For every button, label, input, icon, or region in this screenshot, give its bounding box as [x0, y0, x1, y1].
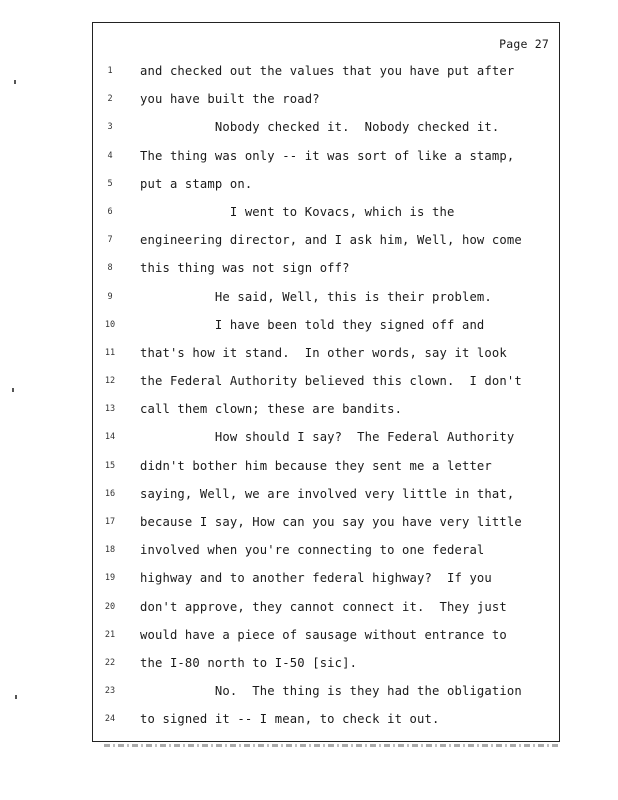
line-number: 11: [104, 347, 116, 358]
line-number: 22: [104, 657, 116, 668]
transcript-line: [93, 226, 559, 254]
scan-speck: [12, 388, 14, 392]
line-number: 8: [107, 263, 113, 274]
transcript-line: [93, 508, 559, 536]
transcript-line: [93, 254, 559, 282]
transcript-line: [93, 593, 559, 621]
scan-speck: [14, 80, 16, 84]
transcript-line: [93, 564, 559, 592]
transcript-line: [93, 452, 559, 480]
transcript-line: [93, 113, 559, 141]
transcript-lines: [93, 57, 559, 734]
line-number: 9: [107, 291, 113, 302]
line-number: 15: [104, 460, 116, 471]
line-number: 6: [107, 206, 113, 217]
line-text: engineering director, and I ask him, Well, how come: [140, 233, 522, 248]
transcript-line: [93, 311, 559, 339]
line-text: you have built the road?: [140, 92, 320, 107]
transcript-line: [93, 170, 559, 198]
line-number: 13: [104, 404, 116, 415]
line-number: 7: [107, 235, 113, 246]
line-number: 3: [107, 122, 113, 133]
transcript-line: [93, 367, 559, 395]
line-number: 14: [104, 432, 116, 443]
transcript-line: [93, 536, 559, 564]
line-number: 20: [104, 601, 116, 612]
line-number: 12: [104, 376, 116, 387]
line-text: How should I say? The Federal Authority: [140, 430, 515, 445]
line-number: 23: [104, 686, 116, 697]
line-text: He said, Well, this is their problem.: [140, 289, 492, 304]
line-text: the Federal Authority believed this clown. I don't: [140, 374, 522, 389]
line-number: 10: [104, 319, 116, 330]
transcript-line: [93, 339, 559, 367]
line-number: 18: [104, 545, 116, 556]
transcript-line: [93, 198, 559, 226]
line-text: No. The thing is they had the obligation: [140, 684, 522, 699]
line-text: because I say, How can you say you have very little: [140, 515, 522, 529]
line-text: highway and to another federal highway? If you: [140, 571, 492, 586]
line-text: that's how it stand. In other words, say it look: [140, 345, 507, 360]
line-text: would have a piece of sausage without entrance to: [140, 627, 507, 642]
transcript-line: [93, 705, 559, 733]
scan-footer-noise: [104, 744, 560, 747]
transcript-page: [92, 22, 560, 742]
transcript-line: [93, 423, 559, 451]
line-text: saying, Well, we are involved very little in that,: [140, 486, 515, 501]
line-number: 1: [107, 66, 113, 76]
transcript-line: [93, 649, 559, 677]
line-text: involved when you're connecting to one federal: [140, 543, 485, 558]
line-number: 21: [104, 629, 116, 640]
line-text: I have been told they signed off and: [140, 317, 485, 332]
line-text: I went to Kovacs, which is the: [140, 204, 455, 219]
line-text: Nobody checked it. Nobody checked it.: [140, 120, 500, 135]
transcript-line: [93, 480, 559, 508]
line-number: 24: [104, 714, 116, 725]
line-number: 5: [107, 178, 113, 189]
line-text: the I-80 north to I-50 [sic].: [140, 655, 358, 670]
line-text: put a stamp on.: [140, 176, 253, 191]
line-number: 16: [104, 488, 116, 499]
line-number: 2: [107, 94, 113, 105]
transcript-line: [93, 142, 559, 170]
line-text: and checked out the values that you have put after: [140, 64, 515, 78]
scan-speck: [15, 695, 17, 699]
line-number: 19: [104, 573, 116, 584]
transcript-line: [93, 677, 559, 705]
transcript-line: [93, 283, 559, 311]
line-text: The thing was only -- it was sort of like a stamp,: [140, 148, 515, 163]
line-number: 4: [107, 150, 113, 161]
line-text: didn't bother him because they sent me a letter: [140, 458, 492, 473]
line-text: call them clown; these are bandits.: [140, 402, 403, 417]
line-text: to signed it -- I mean, to check it out.: [140, 712, 440, 727]
line-text: don't approve, they cannot connect it. They just: [140, 599, 507, 614]
line-text: this thing was not sign off?: [140, 261, 350, 276]
page-number: Page 27: [499, 37, 549, 51]
transcript-line: [93, 621, 559, 649]
transcript-line: [93, 85, 559, 113]
transcript-line: [93, 57, 559, 85]
transcript-line: [93, 395, 559, 423]
line-number: 17: [104, 517, 116, 527]
